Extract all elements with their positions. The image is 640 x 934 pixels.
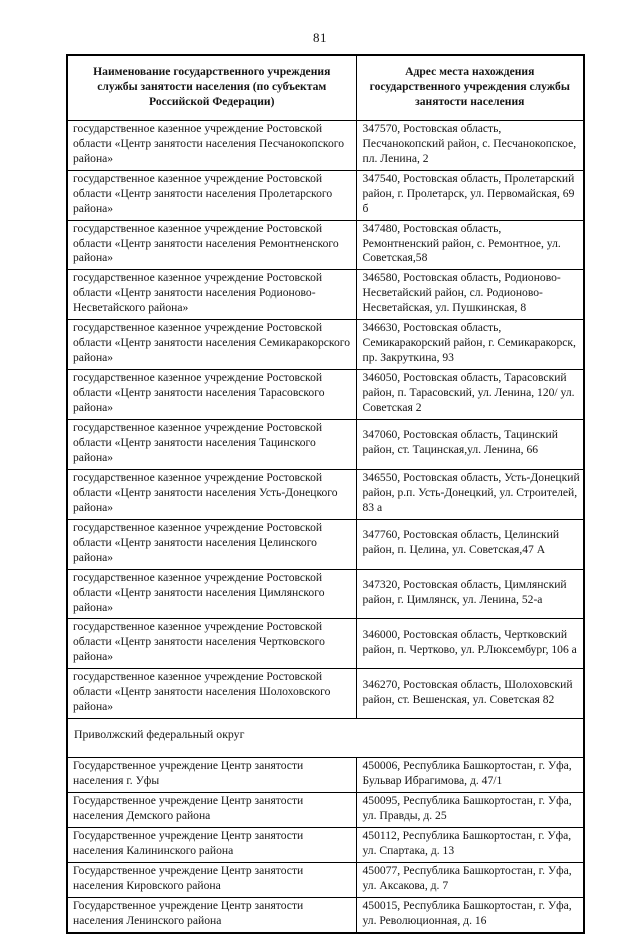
- institution-address-cell: 450015, Республика Башкортостан, г. Уфа, ул. Революционная, д. 16: [356, 898, 584, 933]
- table-row: [67, 669, 584, 719]
- table-row: [67, 619, 584, 669]
- table-row: [67, 320, 584, 370]
- institution-name-cell: государственное казенное учреждение Ростовской области «Центр занятости населения Чертковского района»: [67, 619, 356, 669]
- table-row: [67, 270, 584, 320]
- institution-address-cell: 450095, Республика Башкортостан, г. Уфа, ул. Правды, д. 25: [356, 793, 584, 828]
- page-number: 81: [313, 30, 327, 45]
- institution-name-cell: государственное казенное учреждение Ростовской области «Центр занятости населения Усть-Донецкого района»: [67, 469, 356, 519]
- institution-address-cell: 346580, Ростовская область, Родионово-Несветайский район, сл. Родионово-Несветайская, ул. Пушкинская, 8: [356, 270, 584, 320]
- table-row: [67, 220, 584, 270]
- column-header-institution-address: Адрес места нахождения государственного учреждения службы занятости населения: [356, 55, 584, 120]
- table-row: [67, 170, 584, 220]
- table-row: [67, 569, 584, 619]
- institution-address-cell: 346630, Ростовская область, Семикаракорский район, г. Семикаракорск, пр. Закруткина, 93: [356, 320, 584, 370]
- institution-name-cell: государственное казенное учреждение Ростовской области «Центр занятости населения Ремонтненского района»: [67, 220, 356, 270]
- institution-name-cell: государственное казенное учреждение Ростовской области «Центр занятости населения Тарасовского района»: [67, 370, 356, 420]
- institution-address-cell: 346270, Ростовская область, Шолоховский район, ст. Вешенская, ул. Советская 82: [356, 669, 584, 719]
- institution-address-cell: 346550, Ростовская область, Усть-Донецкий район, р.п. Усть-Донецкий, ул. Строителей, 83 а: [356, 469, 584, 519]
- institution-name-cell: государственное казенное учреждение Ростовской области «Центр занятости населения Родионово-Несветайского района»: [67, 270, 356, 320]
- institution-name-cell: Государственное учреждение Центр занятости населения Калининского района: [67, 828, 356, 863]
- column-header-institution-name: Наименование государственного учреждения службы занятости населения (по субъектам Российской Федерации): [67, 55, 356, 120]
- institution-name-cell: государственное казенное учреждение Ростовской области «Центр занятости населения Цимлянского района»: [67, 569, 356, 619]
- institution-name-cell: государственное казенное учреждение Ростовской области «Центр занятости населения Целинского района»: [67, 519, 356, 569]
- table-row: [67, 519, 584, 569]
- institution-address-cell: 347760, Ростовская область, Целинский район, п. Целина, ул. Советская,47 А: [356, 519, 584, 569]
- table-row: [67, 370, 584, 420]
- institution-name-cell: Государственное учреждение Центр занятости населения г. Уфы: [67, 758, 356, 793]
- institution-address-cell: 346000, Ростовская область, Чертковский район, п. Чертково, ул. Р.Люксембург, 106 а: [356, 619, 584, 669]
- employment-centers-table: [66, 54, 585, 934]
- institution-name-cell: государственное казенное учреждение Ростовской области «Центр занятости населения Тацинского района»: [67, 420, 356, 470]
- institution-address-cell: 450077, Республика Башкортостан, г. Уфа, ул. Аксакова, д. 7: [356, 863, 584, 898]
- institution-name-cell: государственное казенное учреждение Ростовской области «Центр занятости населения Шолоховского района»: [67, 669, 356, 719]
- institution-address-cell: 347480, Ростовская область, Ремонтненский район, с. Ремонтное, ул. Советская,58: [356, 220, 584, 270]
- table-row: [67, 469, 584, 519]
- institution-address-cell: 450006, Республика Башкортостан, г. Уфа, Бульвар Ибрагимова, д. 47/1: [356, 758, 584, 793]
- institution-name-cell: государственное казенное учреждение Ростовской области «Центр занятости населения Семикаракорского района»: [67, 320, 356, 370]
- institution-name-cell: государственное казенное учреждение Ростовской области «Центр занятости населения Пролетарского района»: [67, 170, 356, 220]
- institution-name-cell: государственное казенное учреждение Ростовской области «Центр занятости населения Песчанокопского района»: [67, 120, 356, 170]
- institution-address-cell: 346050, Ростовская область, Тарасовский район, п. Тарасовский, ул. Ленина, 120/ ул. Советская 2: [356, 370, 584, 420]
- header-row: [67, 55, 584, 120]
- table-row: [67, 898, 584, 933]
- table-row: [67, 828, 584, 863]
- institution-name-cell: Государственное учреждение Центр занятости населения Ленинского района: [67, 898, 356, 933]
- institution-address-cell: 347570, Ростовская область, Песчанокопский район, с. Песчанокопское, пл. Ленина, 2: [356, 120, 584, 170]
- table-row: [67, 420, 584, 470]
- section-title: Приволжский федеральный округ: [67, 719, 584, 758]
- institution-address-cell: 450112, Республика Башкортостан, г. Уфа, ул. Спартака, д. 13: [356, 828, 584, 863]
- institution-address-cell: 347320, Ростовская область, Цимлянский район, г. Цимлянск, ул. Ленина, 52-а: [356, 569, 584, 619]
- institution-address-cell: 347060, Ростовская область, Тацинский район, ст. Тацинская,ул. Ленина, 66: [356, 420, 584, 470]
- institution-name-cell: Государственное учреждение Центр занятости населения Кировского района: [67, 863, 356, 898]
- table-row: [67, 863, 584, 898]
- institution-address-cell: 347540, Ростовская область, Пролетарский район, г. Пролетарск, ул. Первомайская, 69 б: [356, 170, 584, 220]
- table-row: [67, 793, 584, 828]
- institution-name-cell: Государственное учреждение Центр занятости населения Демского района: [67, 793, 356, 828]
- table-row: [67, 758, 584, 793]
- table-row: [67, 120, 584, 170]
- section-row: [67, 719, 584, 758]
